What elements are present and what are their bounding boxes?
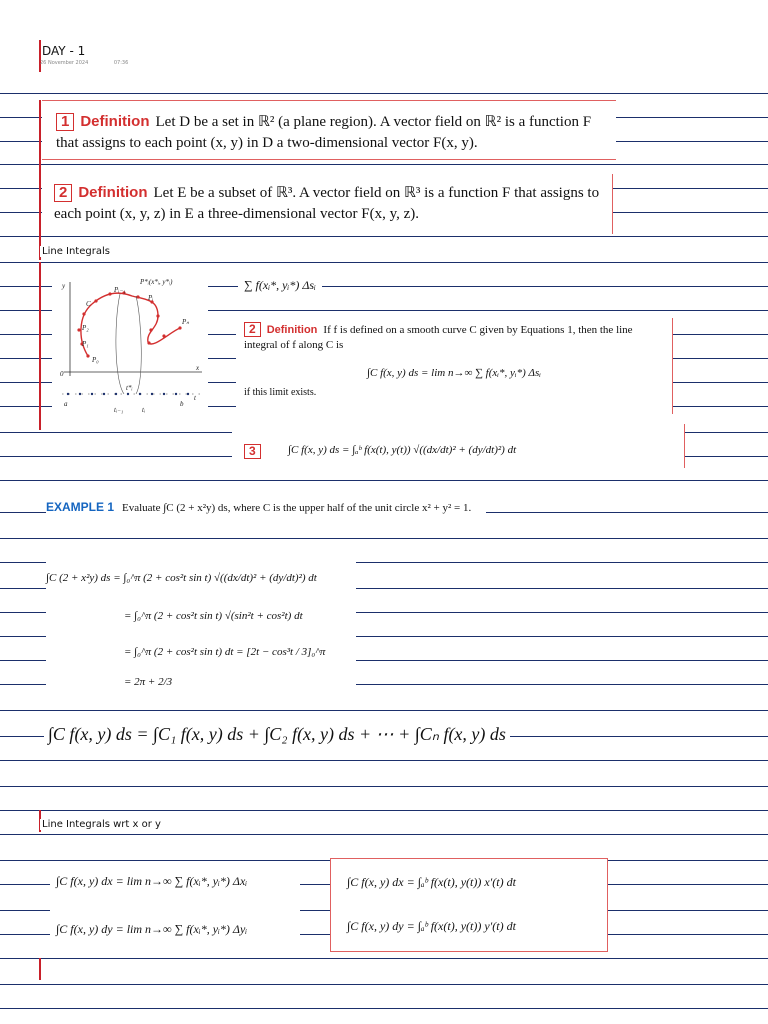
fig-label-pistar: P*ᵢ(x*ᵢ, y*ᵢ) [140,278,173,286]
fig-label-a: a [64,400,68,408]
fig-label-p1: P₁ [82,340,89,348]
example-1 [46,500,486,516]
riemann-sum-formula: ∑ f(xᵢ*, yᵢ*) Δsᵢ [244,278,316,292]
margin-line [39,40,41,72]
fig-label-origin: 0 [60,370,64,378]
curve-diagram [52,270,208,418]
curve-figure [52,270,208,418]
line-integral-def-text [236,318,672,357]
line-integral-formula: ∫C f(x, y) ds = lim n→∞ ∑ f(xᵢ*, yᵢ*) Δsᵢ [366,367,542,379]
definition-text: Let E be a subset of ℝ³. A vector field on ℝ³ is a function F that assigns to each point (x, y, z) in E a three-dimensional vector F(x, y, z). [54,185,600,222]
fig-label-y: y [62,282,66,290]
wrt-limit-formulas [50,864,300,948]
fig-label-p0: P₀ [92,356,99,364]
equation-3 [232,424,685,468]
dx-param-formula: ∫C f(x, y) dx = ∫ₐᵇ f(x(t), y(t)) x′(t) dt [347,875,516,889]
solution-step: = ∫₀^π (2 + cos²t sin t) √(sin²t + cos²t) dt [124,610,303,622]
definition-number: 2 [244,322,261,337]
example-text: Evaluate ∫C (2 + x²y) ds, where C is the upper half of the unit circle x² + y² = 1. [122,502,472,514]
dy-limit-formula: ∫C f(x, y) dy = lim n→∞ ∑ f(xᵢ*, yᵢ*) Δyᵢ [56,922,248,936]
definition-label: Definition [78,184,148,201]
definition-text: Let D be a set in ℝ² (a plane region). A vector field on ℝ² is a function F that assigns to each point (x, y) in D a two-dimensional vector F(x, y). [56,114,592,151]
fig-label-p2: P₂ [82,324,89,332]
definition-label: Definition [80,113,150,130]
fig-label-pn: Pₙ [182,318,190,326]
page-time: 07:36 [113,60,129,66]
fig-label-x: x [196,364,200,372]
definition-2-box [42,174,613,234]
equation-3-formula: ∫C f(x, y) ds = ∫ₐᵇ f(x(t), y(t)) √((dx/dt)² + (dy/dt)²) dt [288,444,517,456]
fig-label-t: t [194,394,196,402]
margin-line [39,262,41,412]
fig-label-tistar: t*ᵢ [126,384,133,392]
fig-label-ti: tᵢ [142,406,146,414]
definition-number: 2 [54,184,72,202]
dx-limit-formula: ∫C f(x, y) dx = lim n→∞ ∑ f(xᵢ*, yᵢ*) Δxᵢ [56,874,248,888]
page-date: 26 November 2024 [40,60,89,66]
margin-line [39,100,41,260]
definition-1-box [42,100,616,160]
solution-step: ∫C (2 + x²y) ds = ∫₀^π (2 + cos²t sin t) √((dx/dt)² + (dy/dt)²) dt [46,572,317,584]
line-integral-condition: if this limit exists. [244,387,317,398]
page-title: DAY - 1 [42,44,86,58]
line-integral-definition [236,318,673,414]
definition-label: Definition [266,324,318,336]
section-heading-line-integrals: Line Integrals [42,246,110,257]
section-heading-wrt: Line Integrals wrt x or y [42,819,161,830]
fig-label-ti-1: tᵢ₋₁ [114,406,124,414]
piecewise-formula: ∫C f(x, y) ds = ∫C₁ f(x, y) ds + ∫C₂ f(x, y) ds + ⋯ + ∫Cₙ f(x, y) ds [48,724,506,744]
margin-line [39,958,41,980]
definition-1 [42,101,616,154]
fig-label-pi-1: Pᵢ₋₁ [114,286,126,294]
piecewise-integral [44,722,510,747]
wrt-param-formulas [330,858,608,952]
example-label: EXAMPLE 1 [46,500,115,514]
definition-number: 1 [56,113,74,131]
margin-line [39,410,41,430]
fig-label-c: C [86,300,91,308]
solution-step: = ∫₀^π (2 + cos²t sin t) dt = [2t − cos³t / 3]₀^π [124,646,326,658]
page-meta [40,60,152,66]
fig-label-pi: Pᵢ [148,294,154,302]
equation-number: 3 [244,444,261,459]
dy-param-formula: ∫C f(x, y) dy = ∫ₐᵇ f(x(t), y(t)) y′(t) dt [347,919,516,933]
solution-step: = 2π + 2/3 [124,676,173,688]
definition-2 [42,174,612,225]
definition-text: If f is defined on a smooth curve C given by Equations 1, then the line integral of f along C is [244,324,633,351]
example-1-solution [46,562,356,694]
riemann-sum [238,276,322,295]
fig-label-b: b [180,400,184,408]
